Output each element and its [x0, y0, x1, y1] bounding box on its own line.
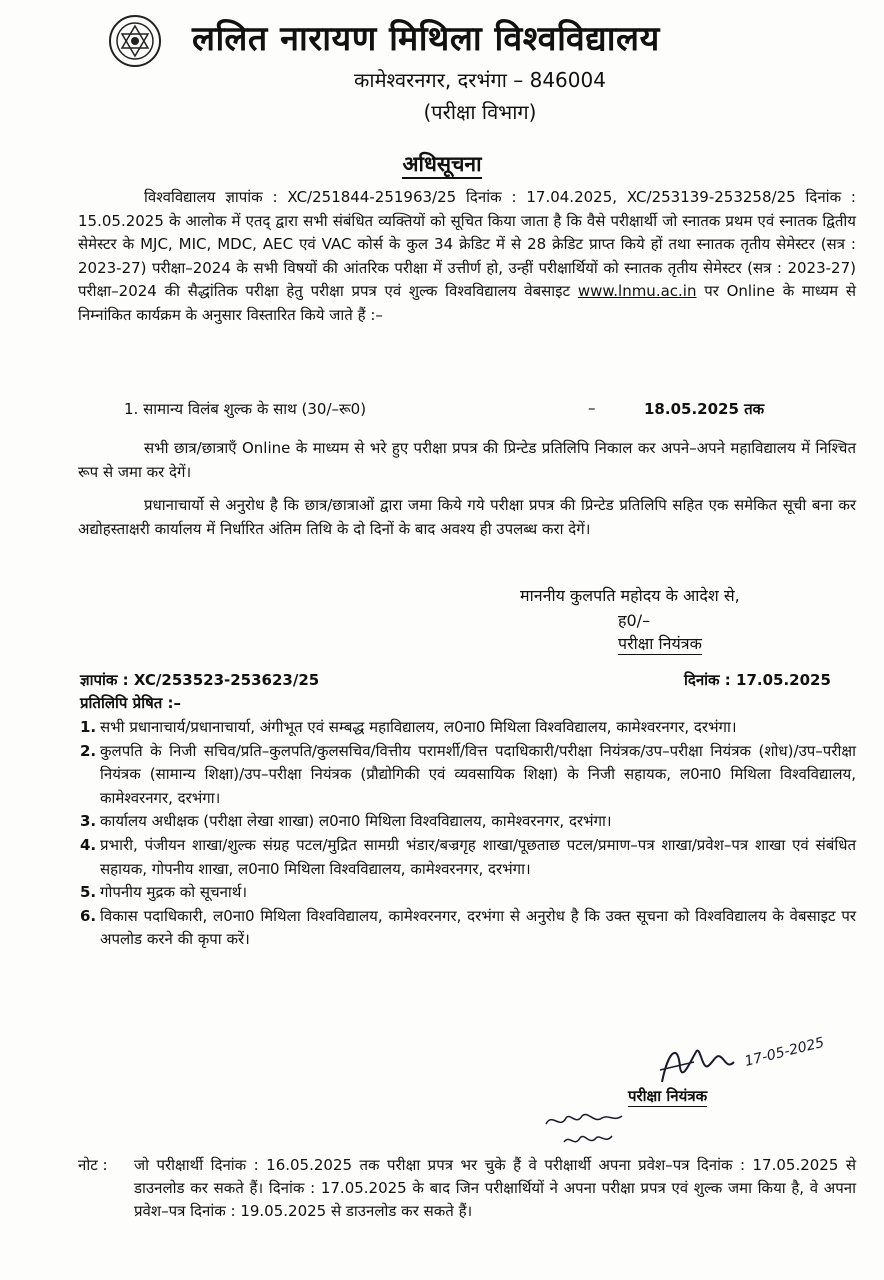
schedule-item-dash: –	[588, 399, 596, 417]
note-block	[78, 1154, 856, 1223]
notice-paragraph-3: प्रधानाचार्यो से अनुरोध है कि छात्र/छात्राओं द्वारा जमा किये गये परीक्षा प्रपत्र की प्रिन्टेड प्रतिलिपि सहित एक समेकित सूची बना कर अद्योहस्ताक्षरी कार्यालय में निर्धारित अंतिम तिथि के दो दिनों के बाद अवश्य ही उपलब्ध करा देगें।	[78, 496, 856, 538]
department-name: (परीक्षा विभाग)	[423, 100, 537, 124]
signature-date: 17-05-2025	[743, 1034, 826, 1070]
order-line: माननीय कुलपति महोदय के आदेश से,	[520, 586, 740, 605]
schedule-item	[124, 399, 764, 419]
website-link[interactable]: www.lnmu.ac.in	[577, 282, 697, 301]
notice-paragraph-1: विश्वविद्यालय ज्ञापांक : XC/251844-251963/25 दिनांक : 17.04.2025, XC/253139-253258/25 दिनांक : 15.05.2025 के आलोक में एतद् द्वारा सभी संबंधित व्यक्तियों को सूचित किया जाता है कि वैसे परीक्षार्थी जो स्नातक प्रथम एवं स्नातक द्वितीय सेमेस्टर के MJC, MIC, MDC, AEC एवं VAC कोर्स के कुल 34 क्रेडिट में से 28 क्रेडिट प्राप्त किये हों तथा स्नातक तृतीय सेमेस्टर (सत्र : 2023-27) परीक्षा–2024 के सभी विषयों की आंतरिक परीक्षा में उत्तीर्ण हो, उन्हीं परीक्षार्थियों को स्नातक तृतीय सेमेस्टर (सत्र : 2023-27) परीक्षा–2024 की सैद्धांतिक परीक्षा हेतु परीक्षा प्रपत्र एवं शुल्क विश्वविद्यालय वेबसाइट www.lnmu.ac.in पर Online के माध्यम से निम्नांकित कार्यक्रम के अनुसार विस्तारित किये जाते हैं :–	[78, 188, 856, 324]
handwritten-initials	[540, 1104, 640, 1154]
notice-title: अधिसूचना	[0, 150, 884, 178]
list-item: 4. प्रभारी, पंजीयन शाखा/शुल्क संग्रह पटल/मुद्रित सामग्री भंडार/बज्रगृह शाखा/पूछताछ पटल/प्रमाण–पत्र शाखा/प्रवेश–पत्र शाखा एवं संबंधित सहायक, गोपनीय शाखा, ल0ना0 मिथिला विश्वविद्यालय, कामेश्वरनगर, दरभंगा।	[80, 835, 856, 878]
list-item: 2. कुलपति के निजी सचिव/प्रति–कुलपति/कुलसचिव/वित्तीय परामर्शी/वित्त पदाधिकारी/परीक्षा नियंत्रक/उप–परीक्षा नियंत्रक (शोध)/उप–परीक्षा नियंत्रक (सामान्य शिक्षा)/उप–परीक्षा नियंत्रक (प्रौद्योगिकी एवं व्यवसायिक शिक्षा) के निजी सहायक, ल0ना0 मिथिला विश्वविद्यालय, कामेश्वरनगर, दरभंगा।	[80, 741, 856, 807]
copy-list	[80, 716, 856, 952]
memo-number: ज्ञापांक : XC/253523-253623/25	[80, 671, 320, 689]
signed-mark: ह0/–	[618, 611, 651, 630]
copy-signatory-title: परीक्षा नियंत्रक	[628, 1087, 708, 1105]
list-item: 6. विकास पदाधिकारी, ल0ना0 मिथिला विश्वविद्यालय, कामेश्वरनगर, दरभंगा से अनुरोध है कि उक्त सूचना को विश्वविद्यालय के वेबसाइट पर अपलोड करने की कृपा करें।	[80, 906, 856, 949]
university-address: कामेश्वरनगर, दरभंगा – 846004	[354, 68, 606, 92]
list-item: 5. गोपनीय मुद्रक को सूचनार्थ।	[80, 883, 248, 902]
notice-paragraph-2: सभी छात्र/छात्राएँ Online के माध्यम से भरे हुए परीक्षा प्रपत्र की प्रिन्टेड प्रतिलिपि निकाल कर अपने–अपने महाविद्यालय में निश्चित रूप से जमा कर देगें।	[78, 439, 856, 481]
memo-date: दिनांक : 17.05.2025	[684, 671, 831, 689]
copy-forwarded-label: प्रतिलिपि प्रेषित :–	[80, 694, 182, 712]
list-item: 1. सभी प्रधानाचार्य/प्रधानाचार्या, अंगीभूत एवं सम्बद्ध महाविद्यालय, ल0ना0 मिथिला विश्वविद्यालय, कामेश्वरनगर, दरभंगा।	[80, 718, 737, 736]
list-item: 3. कार्यालय अधीक्षक (परीक्षा लेखा शाखा) ल0ना0 मिथिला विश्वविद्यालय, कामेश्वरनगर, दरभंगा।	[80, 812, 612, 831]
university-name: ललित नारायण मिथिला विश्वविद्यालय	[192, 19, 660, 59]
schedule-item-label: 1. सामान्य विलंब शुल्क के साथ (30/–रू0)	[124, 400, 367, 418]
signatory-title: परीक्षा नियंत्रक	[618, 634, 702, 653]
note-label: नोट :	[78, 1156, 108, 1174]
university-seal-icon	[108, 14, 162, 68]
note-text: जो परीक्षार्थी दिनांक : 16.05.2025 तक परीक्षा प्रपत्र भर चुके हैं वे परीक्षार्थी अपना प्रवेश–पत्र दिनांक : 17.05.2025 से डाउनलोड कर सकते हैं। दिनांक : 17.05.2025 के बाद जिन परीक्षार्थियों ने अपना परीक्षा प्रपत्र एवं शुल्क जमा किया है, वे अपना प्रवेश–पत्र दिनांक : 19.05.2025 से डाउनलोड कर सकते हैं।	[134, 1156, 856, 1220]
schedule-item-date: 18.05.2025 तक	[644, 400, 765, 418]
